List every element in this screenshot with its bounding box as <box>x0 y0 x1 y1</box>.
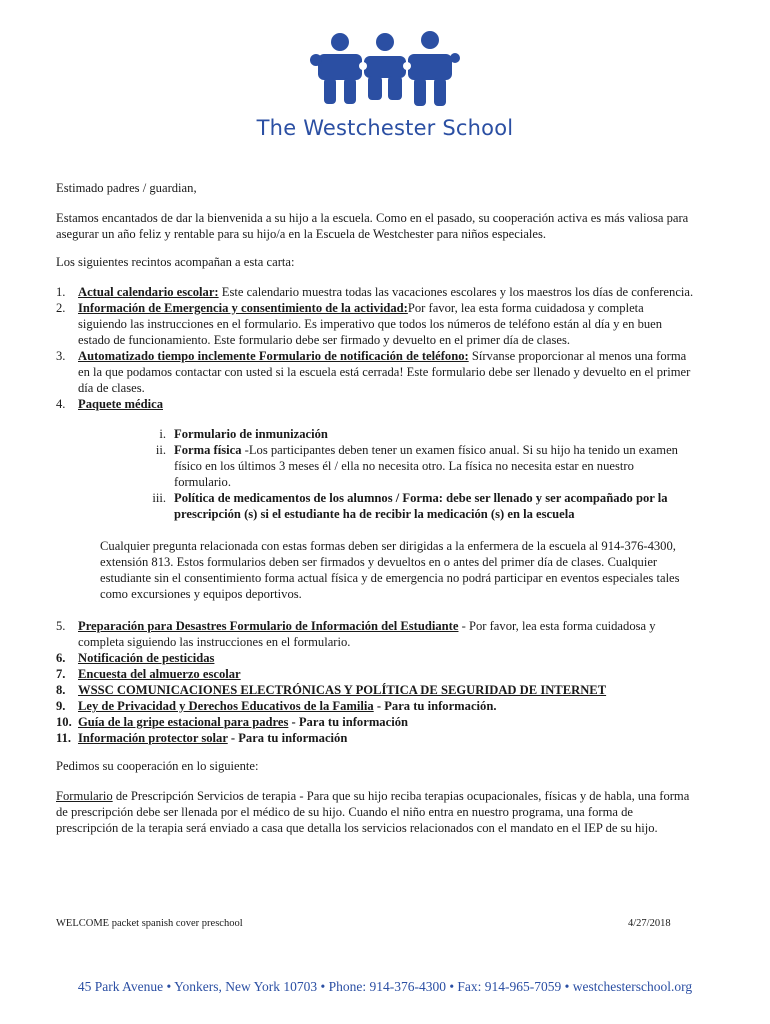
item-number: 7. <box>56 667 66 681</box>
item-body <box>78 714 694 730</box>
closing-line: Pedimos su cooperación en lo siguiente: <box>56 759 259 773</box>
item-body <box>78 284 694 300</box>
item-title: Política de medicamentos de los alumnos / Forma: debe ser llenado y ser acompañado por la prescripción (s) si el estudiante ha de recibir la medicación (s) en la escuela <box>174 491 668 521</box>
list-item <box>56 284 694 300</box>
item-number: i. <box>159 427 166 441</box>
item-number: 11. <box>56 731 72 745</box>
item-number: iii. <box>152 491 166 505</box>
item-text: -Los participantes deben tener un examen físico anual. Si su hijo ha tenido un examen físico en los últimos 3 meses él / ella no necesita otro. La física no necesita estar en nuestro formulario. <box>174 443 678 489</box>
enclosures-line: Los siguientes recintos acompañan a esta carta: <box>56 255 295 269</box>
document-label: WELCOME packet spanish cover preschool <box>56 918 243 929</box>
item-title: Automatizado tiempo inclemente Formulario de notificación de teléfono: <box>78 349 469 363</box>
list-item <box>134 490 694 522</box>
item-body <box>78 730 694 746</box>
item-title: Información protector solar <box>78 731 228 745</box>
item-title: Notificación de pesticidas <box>78 651 215 665</box>
item-body <box>174 442 694 490</box>
enclosure-list <box>56 284 694 412</box>
school-name: The Westchester School <box>256 116 514 140</box>
list-item <box>134 442 694 490</box>
item-number: 2. <box>56 301 66 315</box>
item-number: 1. <box>56 285 66 299</box>
item-text: - Para tu información. <box>373 699 497 713</box>
item-number: 5. <box>56 619 66 633</box>
list-item <box>56 714 694 730</box>
item-number: 3. <box>56 349 66 363</box>
item-title: Forma física <box>174 443 242 457</box>
item-text: Por favor, lea esta forma cuidadosa y completa siguiendo las instrucciones en el formulario. Es imperativo que todos los números de teléfono están al día y en buen estado de funcionamiento. Este formulario debe ser firmado y devuelto en el primer día de clases. <box>78 301 663 347</box>
medical-note: Cualquier pregunta relacionada con estas formas deben ser dirigidas a la enfermera de la escuela al 914-376-4300, extensión 813. Estos formularios deben ser firmados y devueltos en o antes del primer día de clases. Cualquier estudiante sin el consentimiento forma actual física y de emergencia no podrá participar en eventos especiales tales como excursiones y equipos deportivos. <box>100 539 680 601</box>
item-text: Este calendario muestra todas las vacaciones escolares y los maestros los días de conferencia. <box>218 285 694 299</box>
item-title: Encuesta del almuerzo escolar <box>78 667 241 681</box>
item-body <box>78 348 694 396</box>
item-body <box>78 300 694 348</box>
intro-paragraph: Estamos encantados de dar la bienvenida a su hijo a la escuela. Como en el pasado, su cooperación activa es más valiosa para asegurar un año feliz y rentable para su hijo/a en la Escuela de Westchester para niños especiales. <box>56 211 689 241</box>
list-item <box>56 300 694 348</box>
list-item <box>56 618 694 650</box>
item-title: Ley de Privacidad y Derechos Educativos de la Familia <box>78 699 374 713</box>
item-text: - Para tu información <box>288 715 408 729</box>
item-title: Formulario de inmunización <box>174 427 328 441</box>
list-item <box>134 426 694 442</box>
item-body <box>78 698 694 714</box>
list-item <box>56 650 694 666</box>
item-number: 10. <box>56 715 72 729</box>
list-item <box>56 730 694 746</box>
item-title: Información de Emergencia y consentimiento de la actividad: <box>78 301 408 315</box>
list-item <box>56 666 694 682</box>
item-body <box>78 682 694 698</box>
item-title: WSSC COMUNICACIONES ELECTRÓNICAS Y POLÍTICA DE SEGURIDAD DE INTERNET <box>78 683 607 697</box>
item-text: - Por favor, lea esta forma cuidadosa y completa siguiendo las instrucciones en el formulario. <box>78 619 656 649</box>
medical-sublist <box>134 426 694 522</box>
item-body <box>78 396 694 412</box>
enclosure-list-continued <box>56 618 694 746</box>
item-body <box>78 666 694 682</box>
item-number: ii. <box>155 443 166 457</box>
item-number: 6. <box>56 651 66 665</box>
item-number: 8. <box>56 683 66 697</box>
item-title: Guía de la gripe estacional para padres <box>78 715 289 729</box>
item-body <box>174 490 694 522</box>
letter-body <box>56 180 694 836</box>
list-item <box>56 348 694 396</box>
item-text: - Para tu información <box>227 731 348 745</box>
item-number: 9. <box>56 699 66 713</box>
school-address: 45 Park Avenue • Yonkers, New York 10703 • Phone: 914-376-4300 • Fax: 914-965-7059 • westchesterschool.org <box>77 979 693 994</box>
puzzle-people-logo-icon <box>310 28 460 113</box>
list-item <box>56 698 694 714</box>
list-item <box>56 396 694 412</box>
document-date: 4/27/2018 <box>628 918 671 929</box>
item-body <box>78 650 694 666</box>
prescription-title: Formulario <box>56 789 113 803</box>
item-title: Paquete médica <box>78 397 163 411</box>
list-item <box>56 682 694 698</box>
prescription-text: de Prescripción Servicios de terapia - Para que su hijo reciba terapias ocupacionales, físicas y de habla, una forma de prescripción debe ser llenada por el médico de su hijo. Cuando el niño entra en nuestro programa, una forma de prescripción de la terapia será enviado a casa que detalla los servicios relacionados con el mandato en el IEP de su hijo. <box>56 789 690 835</box>
item-body <box>174 426 694 442</box>
prescription-paragraph <box>56 788 694 836</box>
item-body <box>78 618 694 650</box>
greeting: Estimado padres / guardian, <box>56 181 197 195</box>
item-title: Preparación para Desastres Formulario de Información del Estudiante <box>78 619 459 633</box>
school-logo <box>255 28 515 148</box>
item-text: Sírvanse proporcionar al menos una forma en la que podamos contactar con usted si la escuela está cerrada! Este formulario debe ser llenado y devuelto en el primer día de clases. <box>78 349 691 395</box>
item-number: 4. <box>56 397 66 411</box>
item-title: Actual calendario escolar: <box>78 285 219 299</box>
